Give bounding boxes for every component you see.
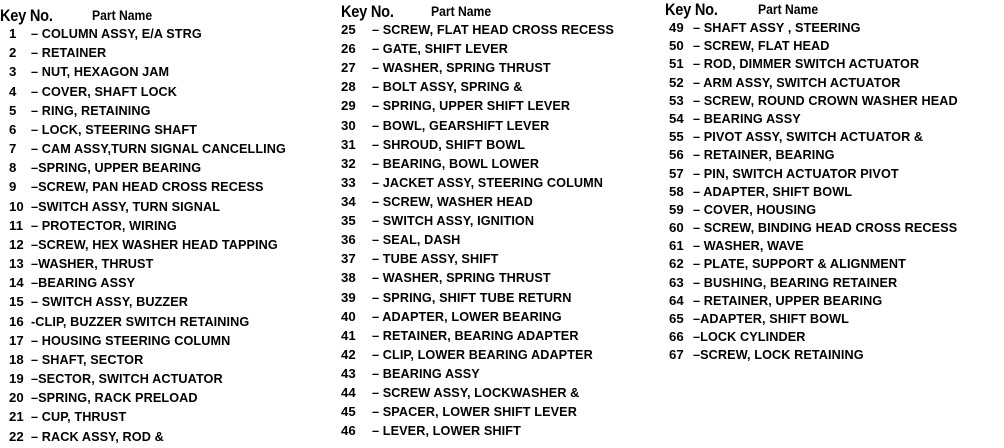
part-row	[341, 290, 666, 309]
part-name: – RING, RETAINING	[31, 102, 151, 118]
part-row	[665, 75, 1004, 93]
key-number: 36	[341, 232, 356, 248]
part-row	[341, 366, 666, 385]
part-row	[0, 371, 330, 390]
part-row	[341, 98, 666, 117]
key-number: 21	[9, 409, 24, 425]
part-name: – RETAINER, BEARING	[693, 147, 835, 163]
part-row	[665, 111, 1004, 129]
part-name: – SPRING, UPPER SHIFT LEVER	[372, 98, 571, 114]
part-name: – NUT, HEXAGON JAM	[31, 64, 170, 80]
part-row	[665, 166, 1004, 184]
key-number: 50	[669, 38, 684, 54]
part-row	[665, 220, 1004, 238]
parts-list	[0, 26, 330, 448]
part-row	[341, 232, 666, 251]
part-row	[665, 184, 1004, 202]
key-number: 65	[669, 311, 684, 326]
key-number: 8	[9, 160, 17, 176]
part-name: – RETAINER, UPPER BEARING	[693, 292, 883, 308]
part-row	[0, 64, 330, 83]
part-row	[0, 141, 330, 160]
part-name: – BOLT ASSY, SPRING &	[372, 79, 523, 95]
key-number: 17	[9, 332, 24, 348]
key-number: 6	[9, 121, 17, 137]
key-number: 43	[341, 365, 356, 381]
column-header	[341, 2, 666, 22]
part-name: – ADAPTER, SHIFT BOWL	[693, 183, 853, 199]
key-number: 16	[9, 313, 24, 329]
key-number: 35	[341, 213, 356, 229]
parts-column-2	[341, 2, 666, 442]
part-name: – COLUMN ASSY, E/A STRG	[31, 26, 202, 41]
part-row	[0, 122, 330, 141]
part-name: –SPRING, UPPER BEARING	[31, 160, 202, 176]
part-row	[0, 429, 330, 448]
part-row	[665, 147, 1004, 165]
key-number: 25	[341, 22, 356, 37]
key-number: 59	[669, 201, 684, 217]
part-row	[0, 160, 330, 179]
part-row	[341, 423, 666, 442]
part-name-heading: Part Name	[431, 4, 492, 19]
part-name: – COVER, SHAFT LOCK	[31, 83, 178, 99]
key-number: 37	[341, 251, 356, 267]
key-number: 66	[669, 329, 684, 345]
part-name: – TUBE ASSY, SHIFT	[372, 251, 499, 267]
part-name-heading: Part Name	[92, 8, 153, 23]
part-row	[0, 237, 330, 256]
key-number: 39	[341, 289, 356, 305]
part-row	[665, 93, 1004, 111]
part-name: – RETAINER	[31, 45, 107, 61]
key-number: 1	[9, 26, 17, 41]
key-number: 64	[669, 292, 684, 308]
key-number: 15	[9, 294, 24, 310]
parts-list	[665, 20, 1004, 366]
part-row	[341, 404, 666, 423]
part-row	[0, 314, 330, 333]
key-number: 2	[9, 45, 17, 61]
part-name: – CAM ASSY,TURN SIGNAL CANCELLING	[31, 141, 286, 157]
key-number: 31	[341, 136, 356, 152]
part-row	[341, 118, 666, 137]
part-name: – RACK ASSY, ROD &	[31, 428, 164, 444]
part-name: – HOUSING STEERING COLUMN	[31, 332, 231, 348]
key-number: 60	[669, 220, 684, 236]
key-number: 20	[9, 390, 24, 406]
part-row	[665, 20, 1004, 38]
part-name: – WASHER, SPRING THRUST	[372, 270, 551, 286]
part-name: – BEARING, BOWL LOWER	[372, 155, 540, 171]
key-number: 57	[669, 165, 684, 181]
column-header	[665, 0, 1004, 20]
part-row	[0, 84, 330, 103]
part-row	[0, 294, 330, 313]
part-name: –SPRING, RACK PRELOAD	[31, 390, 198, 406]
part-name: – ROD, DIMMER SWITCH ACTUATOR	[693, 56, 920, 72]
part-name: – SCREW, FLAT HEAD	[693, 38, 830, 54]
part-row	[0, 256, 330, 275]
key-number: 34	[341, 193, 356, 209]
part-row	[341, 213, 666, 232]
part-row	[341, 309, 666, 328]
key-number: 22	[9, 428, 24, 444]
part-name: –SCREW, HEX WASHER HEAD TAPPING	[31, 236, 278, 252]
part-row	[341, 347, 666, 366]
key-number: 3	[9, 64, 17, 80]
part-name: – JACKET ASSY, STEERING COLUMN	[372, 174, 604, 190]
key-number: 27	[341, 60, 356, 76]
key-no-heading: Key No.	[341, 2, 394, 21]
key-number: 14	[9, 275, 24, 291]
part-name: – WASHER, WAVE	[693, 238, 804, 254]
part-name: – COVER, HOUSING	[693, 201, 817, 217]
part-name: –LOCK CYLINDER	[693, 329, 806, 345]
part-name: –SCREW, LOCK RETAINING	[693, 347, 864, 363]
key-number: 9	[9, 179, 17, 195]
key-number: 33	[341, 174, 356, 190]
part-name: – SCREW, BINDING HEAD CROSS RECESS	[693, 220, 958, 236]
part-row	[0, 352, 330, 371]
key-number: 4	[9, 83, 17, 99]
part-row	[665, 256, 1004, 274]
part-name: – BEARING ASSY	[693, 110, 801, 126]
part-row	[0, 333, 330, 352]
key-number: 42	[341, 346, 356, 362]
key-number: 7	[9, 141, 17, 157]
part-row	[0, 199, 330, 218]
part-name: – PIVOT ASSY, SWITCH ACTUATOR &	[693, 129, 924, 145]
part-row	[341, 137, 666, 156]
part-name: – PIN, SWITCH ACTUATOR PIVOT	[693, 165, 899, 181]
key-number: 52	[669, 74, 684, 90]
key-number: 28	[341, 79, 356, 95]
part-row	[665, 202, 1004, 220]
part-row	[0, 103, 330, 122]
part-row	[0, 218, 330, 237]
part-row	[665, 329, 1004, 347]
key-no-heading: Key No.	[0, 6, 53, 25]
key-number: 62	[669, 256, 684, 272]
key-number: 13	[9, 256, 24, 272]
part-row	[665, 238, 1004, 256]
part-row	[341, 194, 666, 213]
part-name: – SHAFT ASSY , STEERING	[693, 20, 861, 35]
key-number: 53	[669, 92, 684, 108]
part-name: – ARM ASSY, SWITCH ACTUATOR	[693, 74, 901, 90]
part-row	[341, 79, 666, 98]
part-name: – SWITCH ASSY, IGNITION	[372, 213, 535, 229]
part-row	[341, 60, 666, 79]
part-row	[665, 293, 1004, 311]
part-row	[665, 129, 1004, 147]
part-row	[665, 275, 1004, 293]
part-name: –SCREW, PAN HEAD CROSS RECESS	[31, 179, 264, 195]
key-number: 12	[9, 236, 24, 252]
part-row	[341, 41, 666, 60]
part-name: – SHROUD, SHIFT BOWL	[372, 136, 526, 152]
key-number: 26	[341, 41, 356, 57]
key-number: 11	[9, 217, 24, 233]
key-number: 58	[669, 183, 684, 199]
part-name: – BUSHING, BEARING RETAINER	[693, 274, 898, 290]
part-name: – BEARING ASSY	[372, 365, 480, 381]
part-name: – SCREW, WASHER HEAD	[372, 193, 533, 209]
key-number: 29	[341, 98, 356, 114]
part-row	[341, 156, 666, 175]
key-number: 63	[669, 274, 684, 290]
part-name: –SWITCH ASSY, TURN SIGNAL	[31, 198, 221, 214]
part-row	[341, 251, 666, 270]
part-row	[665, 311, 1004, 329]
part-row	[0, 275, 330, 294]
key-number: 38	[341, 270, 356, 286]
part-name: –WASHER, THRUST	[31, 256, 154, 272]
parts-list	[341, 22, 666, 442]
part-row	[341, 385, 666, 404]
key-number: 5	[9, 102, 17, 118]
part-row	[0, 409, 330, 428]
part-row	[0, 390, 330, 409]
part-name: – BOWL, GEARSHIFT LEVER	[372, 117, 550, 133]
part-name: – PLATE, SUPPORT & ALIGNMENT	[693, 256, 906, 272]
key-number: 51	[669, 56, 684, 72]
column-header	[0, 6, 330, 26]
part-row	[341, 328, 666, 347]
part-row	[341, 270, 666, 289]
part-name: – CLIP, LOWER BEARING ADAPTER	[372, 346, 593, 362]
part-name: – PROTECTOR, WIRING	[31, 217, 177, 233]
key-number: 41	[341, 327, 356, 343]
part-row	[665, 38, 1004, 56]
part-name: – SEAL, DASH	[372, 232, 461, 248]
parts-column-1	[0, 6, 330, 448]
part-name: – SCREW, FLAT HEAD CROSS RECESS	[372, 22, 614, 37]
part-row	[0, 179, 330, 198]
key-number: 32	[341, 155, 356, 171]
key-number: 46	[341, 423, 356, 439]
part-row	[341, 22, 666, 41]
key-number: 61	[669, 238, 684, 254]
key-number: 67	[669, 347, 684, 363]
part-name: – LOCK, STEERING SHAFT	[31, 121, 198, 137]
part-name: – ADAPTER, LOWER BEARING	[372, 308, 562, 324]
part-name: –ADAPTER, SHIFT BOWL	[693, 311, 849, 326]
part-name: –SECTOR, SWITCH ACTUATOR	[31, 371, 223, 387]
key-number: 18	[9, 351, 24, 367]
part-row	[665, 56, 1004, 74]
part-name: – RETAINER, BEARING ADAPTER	[372, 327, 579, 343]
part-name: – SHAFT, SECTOR	[31, 351, 144, 367]
part-row	[341, 175, 666, 194]
part-name: – SPACER, LOWER SHIFT LEVER	[372, 404, 577, 420]
part-name: – WASHER, SPRING THRUST	[372, 60, 551, 76]
part-name: -CLIP, BUZZER SWITCH RETAINING	[31, 313, 250, 329]
key-number: 44	[341, 385, 356, 401]
key-number: 19	[9, 371, 24, 387]
part-name: – SPRING, SHIFT TUBE RETURN	[372, 289, 572, 305]
key-number: 40	[341, 308, 356, 324]
key-number: 54	[669, 110, 684, 126]
part-row	[665, 347, 1004, 365]
key-number: 45	[341, 404, 356, 420]
part-name: – SWITCH ASSY, BUZZER	[31, 294, 189, 310]
part-name: –BEARING ASSY	[31, 275, 136, 291]
part-name-heading: Part Name	[758, 2, 819, 17]
key-number: 10	[9, 198, 24, 214]
part-name: – SCREW, ROUND CROWN WASHER HEAD	[693, 92, 958, 108]
part-name: – CUP, THRUST	[31, 409, 127, 425]
key-no-heading: Key No.	[665, 0, 718, 19]
part-name: – SCREW ASSY, LOCKWASHER &	[372, 385, 580, 401]
key-number: 55	[669, 129, 684, 145]
part-row	[0, 45, 330, 64]
key-number: 56	[669, 147, 684, 163]
key-number: 49	[669, 20, 684, 35]
parts-column-3	[665, 0, 1004, 366]
part-row	[0, 26, 330, 45]
part-name: – GATE, SHIFT LEVER	[372, 41, 508, 57]
key-number: 30	[341, 117, 356, 133]
part-name: – LEVER, LOWER SHIFT	[372, 423, 521, 439]
